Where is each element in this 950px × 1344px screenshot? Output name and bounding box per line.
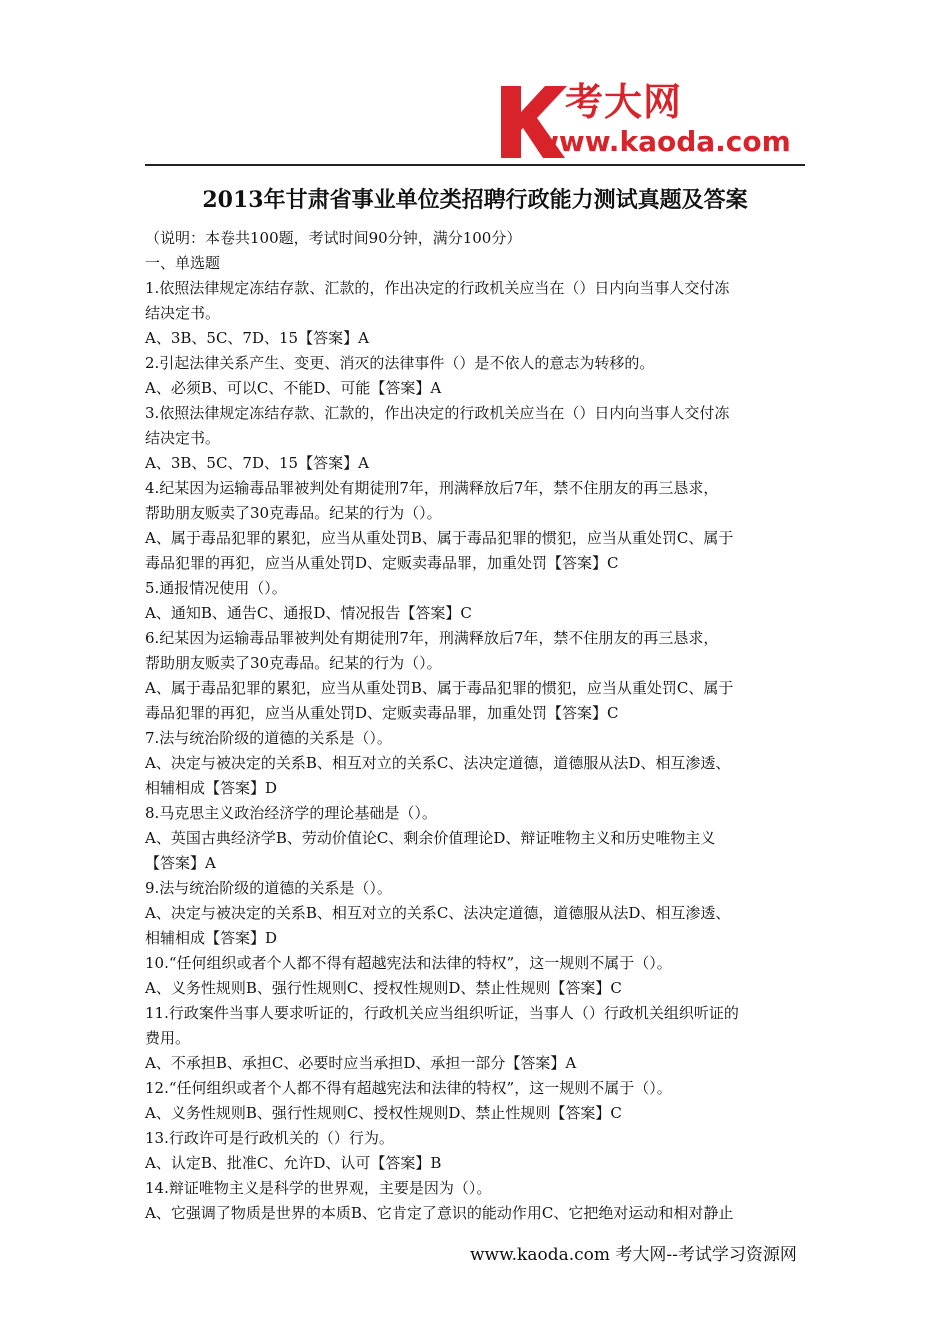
text-line: 帮助朋友贩卖了30克毒品。纪某的行为（）。 [145,504,442,522]
kaoda-logo [493,80,813,160]
text-line: 12.“任何组织或者个人都不得有超越宪法和法律的特权”，这一规则不属于（）。 [145,1079,672,1097]
text-line: 一、单选题 [145,254,221,272]
text-line: 11.行政案件当事人要求听证的，行政机关应当组织听证，当事人（）行政机关组织听证的 [145,1004,739,1022]
text-line: 6.纪某因为运输毒品罪被判处有期徒刑7年，刑满释放后7年，禁不住朋友的再三恳求， [145,629,719,647]
text-line: 结决定书。 [145,304,221,322]
text-line: A、属于毒品犯罪的累犯，应当从重处罚B、属于毒品犯罪的惯犯，应当从重处罚C、属于 [145,679,734,697]
text-line: 毒品犯罪的再犯，应当从重处罚D、定贩卖毒品罪，加重处罚【答案】C [145,554,619,572]
text-line: 2.引起法律关系产生、变更、消灭的法律事件（）是不依人的意志为转移的。 [145,354,655,372]
text-line: 5.通报情况使用（）。 [145,579,287,597]
text-line: A、必须B、可以C、不能D、可能【答案】A [145,379,442,397]
document-body [145,226,810,1226]
text-line: （说明：本卷共100题，考试时间90分钟，满分100分） [145,229,522,247]
text-line: 7.法与统治阶级的道德的关系是（）。 [145,729,392,747]
document-title: 2013年甘肃省事业单位类招聘行政能力测试真题及答案 [202,187,748,213]
text-line: A、不承担B、承担C、必要时应当承担D、承担一部分【答案】A [145,1054,577,1072]
text-line: A、义务性规则B、强行性规则C、授权性规则D、禁止性规则【答案】C [145,1104,622,1122]
logo-brand-text: 考大网 [565,80,683,124]
text-line: 9.法与统治阶级的道德的关系是（）。 [145,879,392,897]
text-line: 毒品犯罪的再犯，应当从重处罚D、定贩卖毒品罪，加重处罚【答案】C [145,704,619,722]
text-line: A、英国古典经济学B、劳动价值论C、剩余价值理论D、辩证唯物主义和历史唯物主义 [145,829,716,847]
text-line: A、决定与被决定的关系B、相互对立的关系C、法决定道德，道德服从法D、相互渗透、 [145,754,731,772]
text-line: 13.行政许可是行政机关的（）行为。 [145,1129,394,1147]
text-line: A、认定B、批准C、允许D、认可【答案】B [145,1154,442,1172]
text-line: A、决定与被决定的关系B、相互对立的关系C、法决定道德，道德服从法D、相互渗透、 [145,904,731,922]
text-line: 相辅相成【答案】D [145,929,278,947]
text-line: A、它强调了物质是世界的本质B、它肯定了意识的能动作用C、它把绝对运动和相对静止 [145,1204,734,1222]
text-line: 3.依照法律规定冻结存款、汇款的，作出决定的行政机关应当在（）日内向当事人交付冻 [145,404,730,422]
text-line: 【答案】A [145,854,216,872]
text-line: 4.纪某因为运输毒品罪被判处有期徒刑7年，刑满释放后7年，禁不住朋友的再三恳求， [145,479,719,497]
text-line: 14.辩证唯物主义是科学的世界观，主要是因为（）。 [145,1179,492,1197]
text-line: A、属于毒品犯罪的累犯，应当从重处罚B、属于毒品犯罪的惯犯，应当从重处罚C、属于 [145,529,734,547]
text-line: A、义务性规则B、强行性规则C、授权性规则D、禁止性规则【答案】C [145,979,622,997]
header-divider [145,164,805,166]
text-line: 费用。 [145,1029,191,1047]
text-line: 帮助朋友贩卖了30克毒品。纪某的行为（）。 [145,654,442,672]
text-line: 10.“任何组织或者个人都不得有超越宪法和法律的特权”，这一规则不属于（）。 [145,954,672,972]
text-line: A、3B、5C、7D、15【答案】A [145,454,369,472]
text-line: 相辅相成【答案】D [145,779,278,797]
logo-url-text: www.kaoda.com [533,125,791,158]
text-line: 8.马克思主义政治经济学的理论基础是（）。 [145,804,437,822]
text-line: A、3B、5C、7D、15【答案】A [145,329,369,347]
text-line: A、通知B、通告C、通报D、情况报告【答案】C [145,604,472,622]
text-line: 结决定书。 [145,429,221,447]
text-line: 1.依照法律规定冻结存款、汇款的，作出决定的行政机关应当在（）日内向当事人交付冻 [145,279,730,297]
page-footer: www.kaoda.com 考大网--考试学习资源网 [470,1245,797,1265]
